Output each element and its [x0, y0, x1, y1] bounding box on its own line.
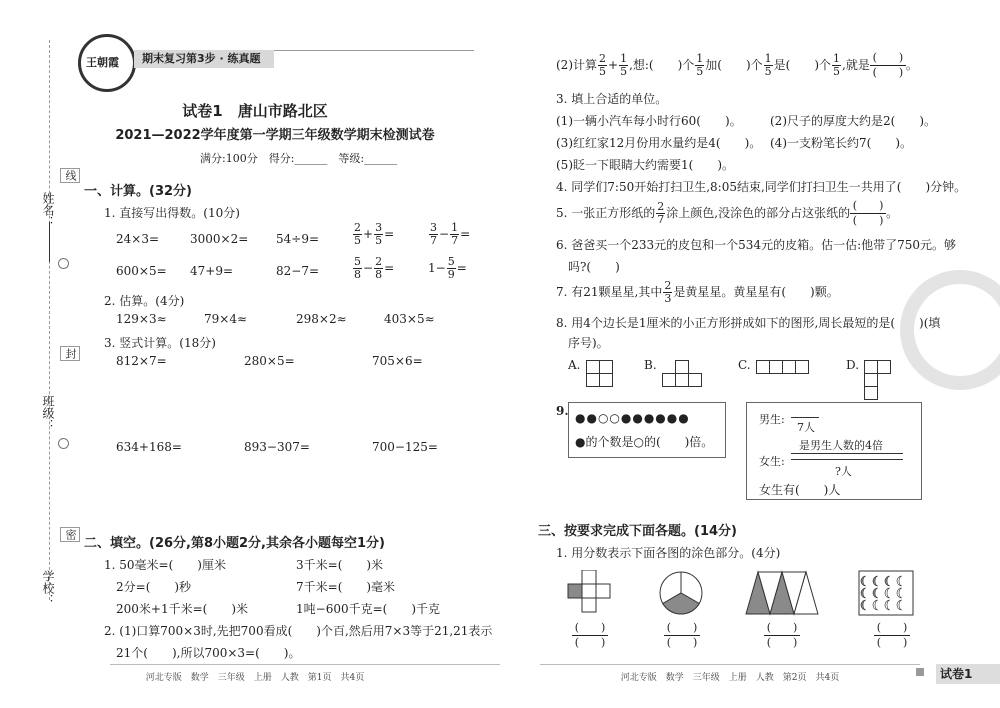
moons-figure [858, 570, 914, 616]
badge-square [916, 668, 924, 676]
calc-item: 47+9= [190, 264, 234, 278]
name-blank [49, 222, 50, 262]
brace-line [791, 453, 903, 454]
estimate-item: 403×5≈ [384, 312, 435, 326]
answer-blank[interactable]: ( ) ( ) [874, 622, 910, 649]
page-title: 试卷1 唐山市路北区 [182, 102, 328, 120]
answer-blank[interactable]: ( ) ( ) [764, 622, 800, 649]
vertical-calc-item: 812×7= [116, 354, 167, 368]
name-label: 姓名： [41, 192, 55, 228]
q2-2-line: (2)计算 $\frac{2}{5}$ + $\frac{1}{5}$ ,想:( )个 $\frac{1}{5}$ 加( )个 $\frac{1}{5}$ 是( )个 $\frac{1}{5}$ ,就是 ( ) ( ) 。 [556, 51, 918, 79]
boys-segment [791, 417, 819, 418]
vertical-calc-item: 705×6= [372, 354, 423, 368]
seal-mark-3: 密 [60, 527, 80, 542]
vertical-calc-item: 280×5= [244, 354, 295, 368]
vertical-calc-item: 700−125= [372, 440, 438, 454]
footer-rule [110, 664, 500, 665]
footer-left: 河北专版 数学 三年级 上册 人教 第1页 共4页 [145, 673, 365, 683]
fill-item: 1. 50毫米=( )厘米 [104, 558, 226, 572]
q9-box-left [568, 402, 726, 458]
frac-calc-item: $\frac{5}{8}$ − $\frac{2}{8}$ = [354, 255, 395, 281]
fill-item: 21个( ),所以700×3=( )。 [116, 646, 301, 660]
fill-item: 2分=( )秒 [116, 580, 192, 594]
header-rule [274, 50, 474, 51]
calc-item: 24×3= [116, 232, 160, 246]
calc-item: 600×5= [116, 264, 167, 278]
girls-label: 女生: [759, 455, 785, 468]
unit-item: (1)一辆小汽车每小时行60( )。 [556, 114, 742, 128]
unit-item: (2)尺子的厚度大约是2( )。 [770, 114, 936, 128]
section2-heading: 二、填空。(26分,第8小题2分,其余各小题每空1分) [84, 536, 385, 551]
unit-item: (4)一支粉笔长约7( )。 [770, 136, 912, 150]
calc-item: 3000×2= [190, 232, 249, 246]
answer-blank[interactable]: ( ) ( ) [664, 622, 700, 649]
school-label: 学校： [41, 570, 55, 606]
section1-heading: 一、计算。(32分) [84, 184, 192, 199]
q8-line1: 8. 用4个边长是1厘米的小正方形拼成如下的图形,周长最短的是( )(填 [556, 316, 941, 330]
score-line: 满分:100分 得分:______ 等级:______ [200, 152, 398, 165]
girls-answer: 女生有( )人 [759, 483, 841, 497]
relation-text: 是男生人数的4倍 [799, 439, 883, 452]
boys-label: 男生: [759, 413, 785, 426]
frac-calc-item: 1− $\frac{5}{9}$ = [428, 255, 467, 281]
q9-label: 9. [556, 404, 569, 418]
exam-subtitle: 2021—2022学年度第一学期三年级数学期末检测试卷 [115, 128, 435, 143]
vertical-calc-item: 634+168= [116, 440, 182, 454]
fill-item: 2. (1)口算700×3时,先把700看成( )个百,然后用7×3等于21,21表示 [104, 624, 493, 638]
fill-item: 3千米=( )米 [296, 558, 384, 572]
cross-figure [566, 570, 614, 614]
q3-heading: 3. 填上合适的单位。 [556, 92, 668, 106]
q6-line2: 吗?( ) [568, 260, 620, 274]
q5-text: 5. 一张正方形纸的 $\frac{2}{7}$ 涂上颜色,没涂色的部分占这张纸的 ( ) ( ) 。 [556, 199, 899, 227]
fill-item: 1吨−600千克=( )千克 [296, 602, 441, 616]
fill-item: 200米+1千米=( )米 [116, 602, 249, 616]
estimate-item: 79×4≈ [204, 312, 248, 326]
estimate-item: 298×2≈ [296, 312, 347, 326]
paper-badge: 试卷1 [936, 664, 1000, 684]
review-tag: 期末复习第3步 · 练真题 [134, 50, 274, 68]
seal-mark-1: 线 [60, 168, 80, 183]
binding-hole [58, 438, 69, 449]
footer-rule [540, 664, 920, 665]
q6-line1: 6. 爸爸买一个233元的皮包和一个534元的皮箱。估一估:他带了750元。够 [556, 238, 957, 252]
q4-text: 4. 同学们7:50开始打扫卫生,8:05结束,同学们打扫卫生一共用了( )分钟。 [556, 180, 967, 194]
frac-calc-item: $\frac{2}{5}$ + $\frac{3}{5}$ = [354, 221, 395, 247]
seal-watermark [900, 270, 1000, 390]
q9-dot-question: ●的个数是○的( )倍。 [575, 435, 714, 449]
boys-count: 7人 [797, 421, 815, 434]
option-a-label: A. [568, 358, 581, 372]
s3-q1-label: 1. 用分数表示下面各图的涂色部分。(4分) [556, 546, 781, 560]
girls-segment [791, 459, 903, 460]
class-label: 班级： [41, 395, 55, 431]
calc-item: 82−7= [276, 264, 320, 278]
option-c-label: C. [738, 358, 751, 372]
q2-label: 2. 估算。(4分) [104, 294, 185, 308]
frac-calc-item: $\frac{3}{7}$ − $\frac{1}{7}$ = [430, 221, 471, 247]
option-b-label: B. [644, 358, 657, 372]
estimate-item: 129×3≈ [116, 312, 167, 326]
section3-heading: 三、按要求完成下面各题。(14分) [538, 524, 737, 539]
vertical-calc-item: 893−307= [244, 440, 310, 454]
unit-item: (3)红红家12月份用水量约是4( )。 [556, 136, 762, 150]
calc-item: 54÷9= [276, 232, 320, 246]
fill-item: 7千米=( )毫米 [296, 580, 396, 594]
triangles-figure [744, 570, 822, 616]
option-d-label: D. [846, 358, 860, 372]
q7-text: 7. 有21颗星星,其中 $\frac{2}{3}$ 是黄星星。黄星星有( )颗。 [556, 279, 839, 305]
circle-figure [658, 570, 704, 616]
footer-right: 河北专版 数学 三年级 上册 人教 第2页 共4页 [620, 673, 840, 683]
q1-label: 1. 直接写出得数。(10分) [104, 206, 240, 220]
answer-blank[interactable]: ( ) ( ) [572, 622, 608, 649]
logo-text: 王朝霞 [86, 56, 119, 69]
unit-item: (5)眨一下眼睛大约需要1( )。 [556, 158, 734, 172]
q8-line2: 序号)。 [568, 336, 609, 350]
q3-label: 3. 竖式计算。(18分) [104, 336, 216, 350]
logo-badge [78, 34, 136, 92]
girls-unknown: ?人 [835, 465, 852, 478]
seal-mark-2: 封 [60, 346, 80, 361]
q9-box-right [746, 402, 922, 500]
dots-row: ●●○○●●●●●● [575, 411, 690, 425]
binding-hole [58, 258, 69, 269]
